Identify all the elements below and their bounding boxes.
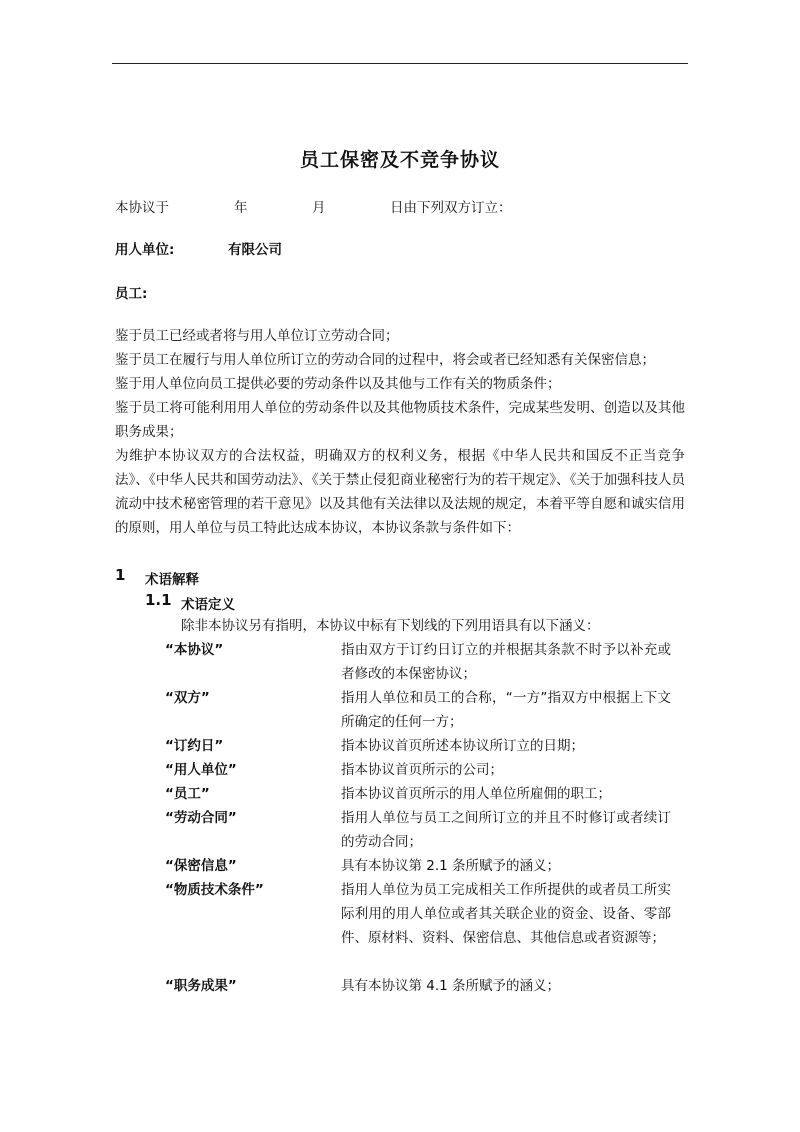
definition-term: “双方” (165, 690, 210, 706)
recital-item: 鉴于用人单位向员工提供必要的劳动条件以及其他与工作有关的物质条件； (115, 376, 561, 392)
employee-label: 员工: (115, 286, 148, 302)
recital-item: 为维护本协议双方的合法权益，明确双方的权利义务，根据《中华人民共和国反不正当竞争法》、《中华人民共和国劳动法》、《关于禁止侵犯商业秘密行为的若干规定》、《关于加强科技人员流动中技术秘密管理的若干意见》以及其他有关法律以及法规的规定，本着平等自愿和诚实信用的原则，用人单位与员工特此达成本协议，本协议条款与条件如下： (115, 448, 685, 536)
employer-value: 有限公司 (228, 242, 282, 258)
definition-term: “订约日” (165, 738, 224, 754)
definition-term: “劳动合同” (165, 810, 237, 826)
section-number: 1 (115, 566, 126, 584)
definition-desc: 指本协议首页所述本协议所订立的日期； (341, 738, 584, 754)
definition-desc: 指本协议首页所示的用人单位所雇佣的职工； (341, 786, 611, 802)
recital-item: 鉴于员工已经或者将与用人单位订立劳动合同； (115, 328, 399, 344)
definition-term: “员工” (165, 786, 210, 802)
definition-desc: 指用人单位和员工的合称，“一方”指双方中根据上下文所确定的任何一方； (341, 690, 671, 730)
definition-term: “本协议” (165, 642, 224, 658)
recitals (115, 324, 685, 540)
header-rule (112, 63, 688, 64)
recital-item: 鉴于员工将可能利用用人单位的劳动条件以及其他物质技术条件，完成某些发明、创造以及其他职务成果； (115, 400, 685, 440)
definition-desc: 具有本协议第 4.1 条所赋予的涵义； (341, 978, 561, 994)
intro-year: 年 (234, 200, 248, 216)
definition-desc: 具有本协议第 2.1 条所赋予的涵义； (341, 858, 561, 874)
definition-desc: 指用人单位与员工之间所订立的并且不时修订或者续订的劳动合同； (341, 810, 671, 850)
subsection-title: 术语定义 (181, 597, 235, 613)
definition-term: “物质技术条件” (165, 882, 264, 898)
subsection-lead: 除非本协议另有指明，本协议中标有下划线的下列用语具有以下涵义： (181, 618, 600, 634)
recital-item: 鉴于员工在履行与用人单位所订立的劳动合同的过程中，将会或者已经知悉有关保密信息； (115, 352, 655, 368)
definition-term: “用人单位” (165, 762, 237, 778)
intro-month: 月 (312, 200, 326, 216)
definition-desc: 指用人单位为员工完成相关工作所提供的或者员工所实际利用的用人单位或者其关联企业的资金、设备、零部件、原材料、资料、保密信息、其他信息或者资源等； (341, 882, 671, 946)
document-title: 员工保密及不竞争协议 (299, 149, 500, 171)
subsection-number: 1.1 (145, 591, 172, 609)
definition-desc: 指由双方于订约日订立的并根据其条款不时予以补充或者修改的本保密协议； (341, 642, 671, 682)
intro-prefix: 本协议于 (115, 200, 169, 216)
employer-label: 用人单位: (115, 242, 175, 258)
definition-term: “保密信息” (165, 858, 237, 874)
intro-suffix: 日由下列双方订立： (390, 200, 512, 216)
section-title: 术语解释 (145, 572, 199, 588)
definition-term: “职务成果” (165, 978, 237, 994)
definition-desc: 指本协议首页所示的公司； (341, 762, 503, 778)
